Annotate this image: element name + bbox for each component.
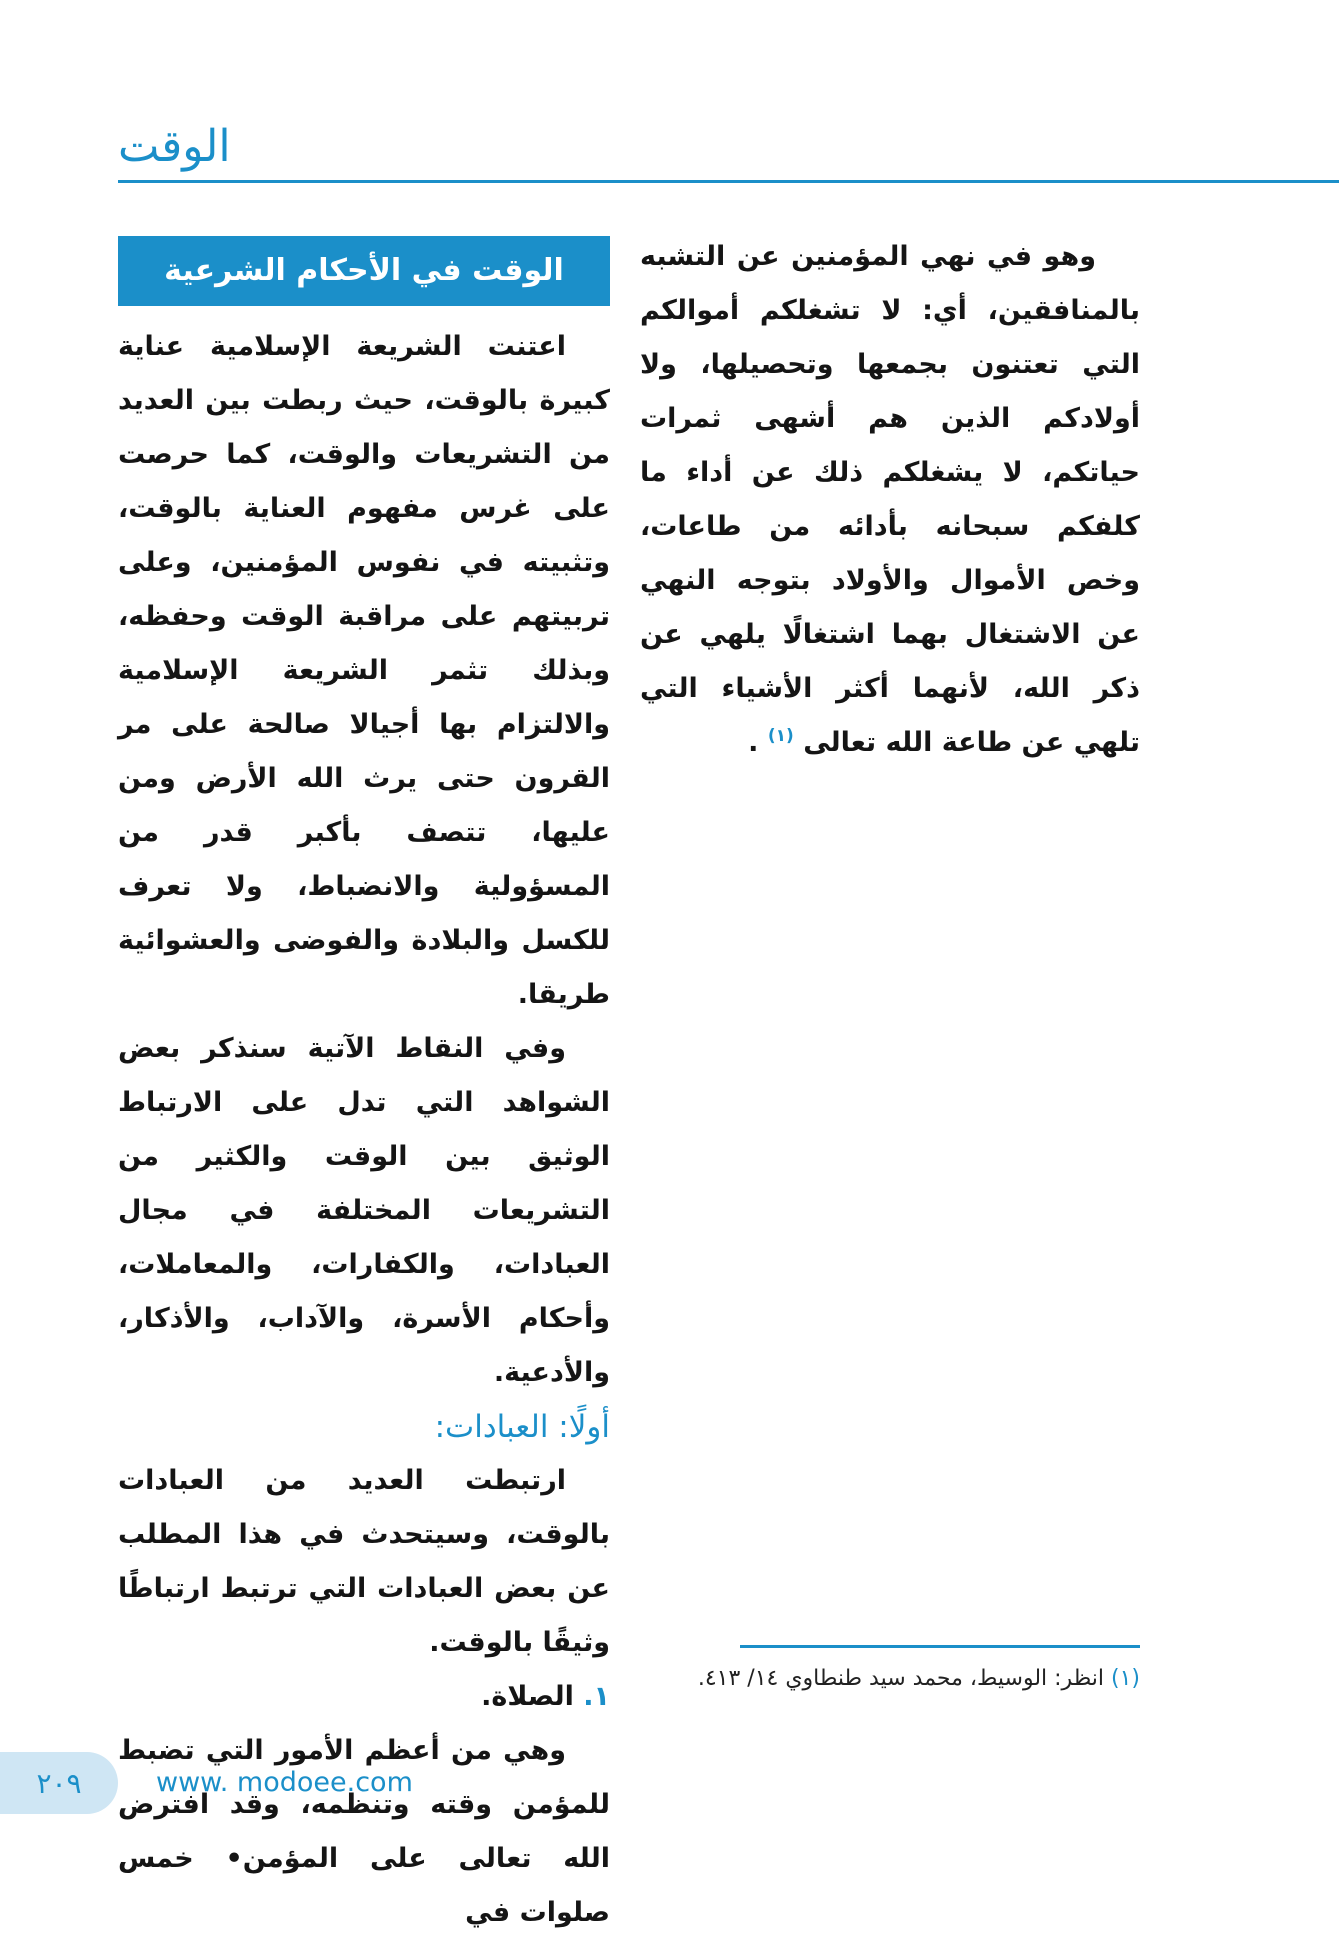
footnote-rule [740, 1645, 1140, 1648]
website-link[interactable]: www. modoee.com [156, 1767, 413, 1798]
item-label: الصلاة. [481, 1681, 574, 1712]
footnote-number: (١) [1110, 1666, 1140, 1691]
right-column [640, 230, 1140, 770]
page-number-tab [0, 1752, 118, 1814]
section-title: الوقت في الأحكام الشرعية [118, 236, 610, 306]
subheading-ibadat: أولًا: العبادات: [434, 1409, 610, 1445]
chapter-title: الوقت [118, 121, 231, 172]
numbered-item [118, 1670, 610, 1724]
footnote-reference[interactable]: (١) [767, 726, 794, 746]
paragraph-end-mark: . [748, 727, 759, 758]
header-rule [118, 180, 1339, 183]
footnote-text: انظر: الوسيط، محمد سيد طنطاوي ١٤/ ٤١٣. [697, 1666, 1104, 1691]
left-column [118, 236, 610, 1940]
paragraph-2: وفي النقاط الآتية سنذكر بعض الشواهد التي تدل على الارتباط الوثيق بين الوقت والكثير من التشريعات المختلفة في مجال العبادات، والكفارات، والمعاملات، وأحكام الأسرة، والآداب، والأذكار، والأدعية. [118, 1033, 610, 1388]
paragraph-3: ارتبطت العديد من العبادات بالوقت، وسيتحدث في هذا المطلب عن بعض العبادات التي ترتبط ارتباطًا وثيقًا بالوقت. [118, 1465, 610, 1658]
item-number: ١. [583, 1681, 610, 1712]
footnote [640, 1660, 1140, 1698]
right-paragraph-text: وهو في نهي المؤمنين عن التشبه بالمنافقين، أي: لا تشغلكم أموالكم التي تعتنون بجمعها وتحصيلها، ولا أولادكم الذين هم أشهى ثمرات حياتكم، لا يشغلكم ذلك عن أداء ما كلفكم سبحانه بأدائه من طاعات، وخص الأموال والأولاد بتوجه النهي عن الاشتغال بهما اشتغالًا يلهي عن ذكر الله، لأنهما أكثر الأشياء التي تلهي عن طاعة الله تعالى [640, 241, 1140, 758]
right-paragraph [640, 230, 1140, 770]
paragraph-1: اعتنت الشريعة الإسلامية عناية كبيرة بالوقت، حيث ربطت بين العديد من التشريعات والوقت، كما حرصت على غرس مفهوم العناية بالوقت، وتثبيته في نفوس المؤمنين، وعلى تربيتهم على مراقبة الوقت وحفظه، وبذلك تثمر الشريعة الإسلامية والالتزام بها أجيالا صالحة على مر القرون حتى يرث الله الأرض ومن عليها، تتصف بأكبر قدر من المسؤولية والانضباط، ولا تعرف للكسل والبلادة والفوضى والعشوائية طريقا. [118, 331, 610, 1010]
paragraph-4: وهي من أعظم الأمور التي تضبط للمؤمن وقته وتنظمه، وقد افترض الله تعالى على المؤمن• خمس صلوات في [118, 1735, 610, 1928]
page-number: ٢٠٩ [36, 1766, 82, 1800]
